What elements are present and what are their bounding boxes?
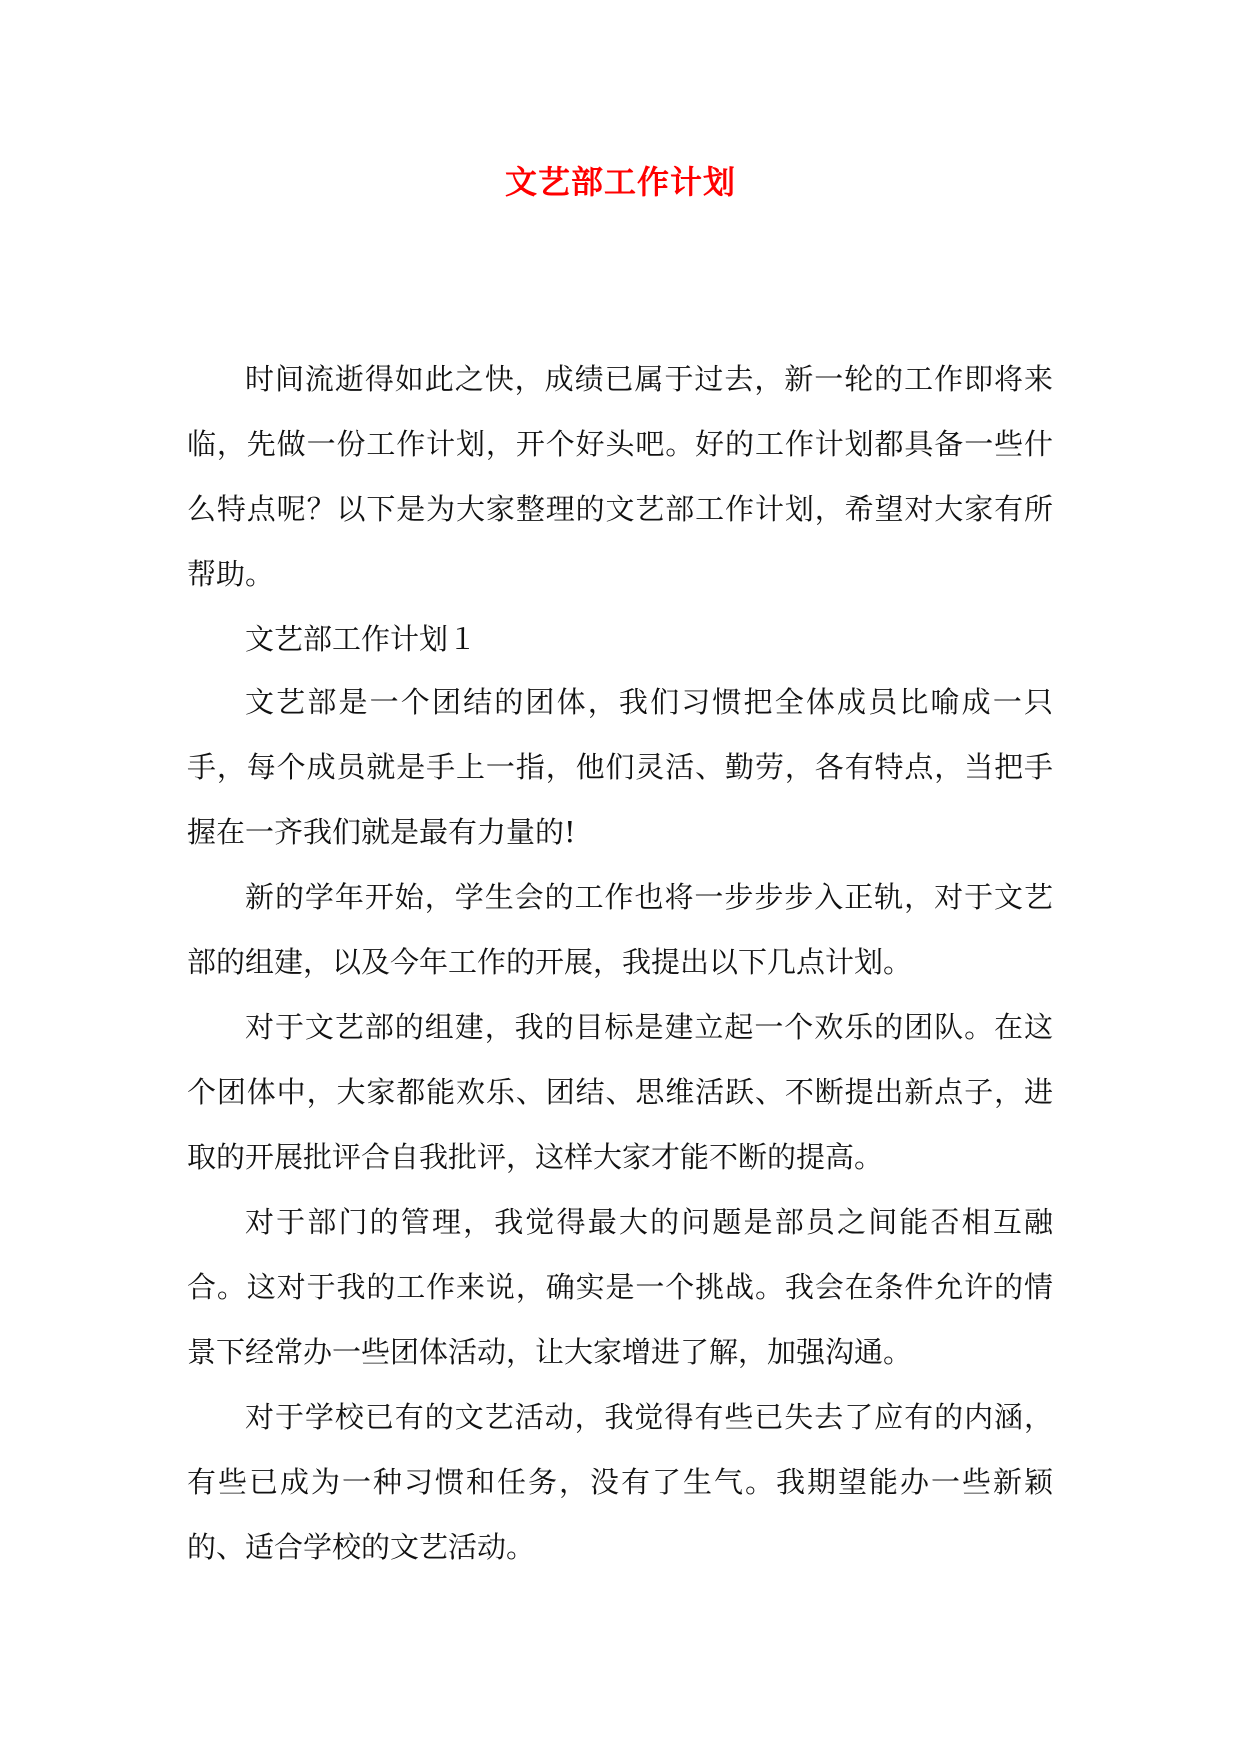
body-paragraph: 对于部门的管理，我觉得最大的问题是部员之间能否相互融合。这对于我的工作来说，确实是一个挑战。我会在条件允许的情景下经常办一些团体活动，让大家增进了解，加强沟通。	[187, 1205, 1053, 1369]
intro-block	[187, 347, 1053, 672]
content-block	[187, 670, 1053, 1580]
body-paragraph: 新的学年开始，学生会的工作也将一步步步入正轨，对于文艺部的组建，以及今年工作的开展，我提出以下几点计划。	[187, 880, 1053, 979]
body-paragraph: 对于文艺部的组建，我的目标是建立起一个欢乐的团队。在这个团体中，大家都能欢乐、团结、思维活跃、不断提出新点子，进取的开展批评合自我批评，这样大家才能不断的提高。	[187, 1010, 1053, 1174]
document-title: 文艺部工作计划	[504, 163, 736, 201]
intro-paragraph: 时间流逝得如此之快，成绩已属于过去，新一轮的工作即将来临，先做一份工作计划，开个好头吧。好的工作计划都具备一些什么特点呢？以下是为大家整理的文艺部工作计划，希望对大家有所帮助。	[187, 362, 1053, 591]
body-paragraph: 文艺部是一个团结的团体，我们习惯把全体成员比喻成一只手，每个成员就是手上一指，他们灵活、勤劳，各有特点，当把手握在一齐我们就是最有力量的!	[187, 685, 1053, 849]
body-paragraph: 对于学校已有的文艺活动，我觉得有些已失去了应有的内涵，有些已成为一种习惯和任务，没有了生气。我期望能办一些新颖的、适合学校的文艺活动。	[187, 1400, 1053, 1564]
section-heading: 文艺部工作计划１	[245, 622, 478, 656]
